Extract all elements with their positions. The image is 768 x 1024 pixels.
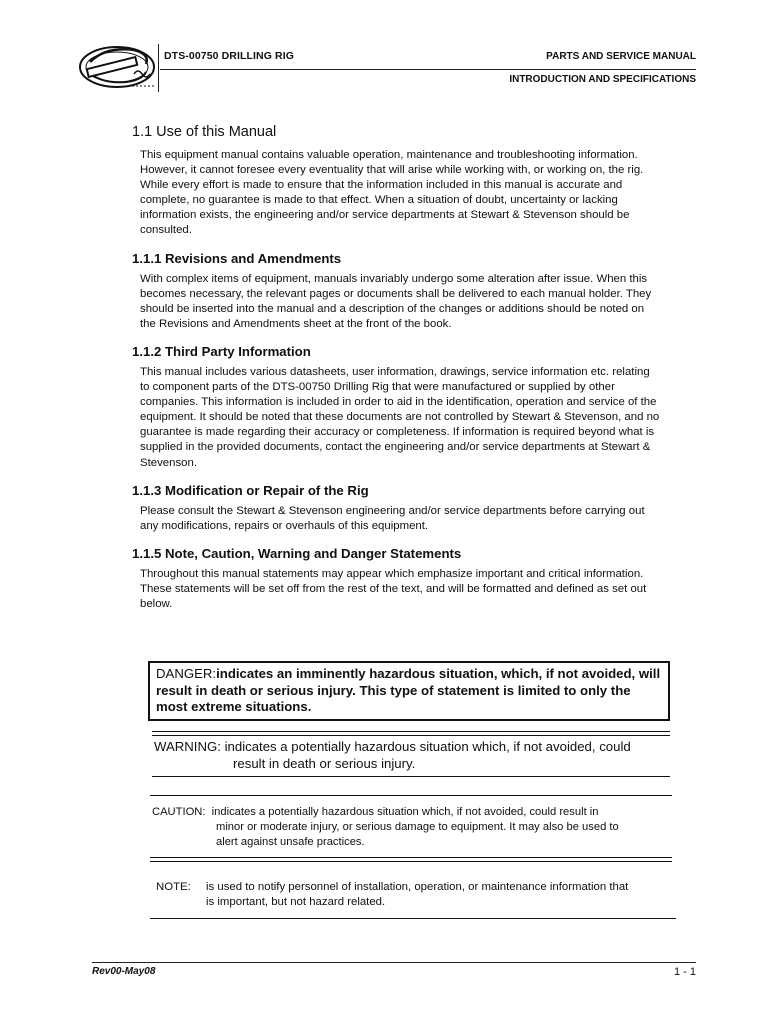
caution-label: CAUTION: (152, 806, 206, 818)
page-number: 1 - 1 (673, 966, 696, 978)
section-third-party (132, 344, 662, 471)
caution-text-line2: minor or moderate injury, or serious damage to equipment. It may also be used to (216, 821, 619, 834)
note-text-line2: is important, but not hazard related. (206, 896, 386, 909)
main-content (132, 124, 662, 624)
note-text-line1: is used to notify personnel of installation, operation, or maintenance information that (206, 881, 629, 893)
warning-text-line1: indicates a potentially hazardous situation which, if not avoided, could (224, 739, 631, 754)
section-heading: 1.1.1 Revisions and Amendments (132, 250, 342, 266)
header-divider-vertical (158, 44, 159, 92)
caution-statement (152, 805, 672, 851)
section-heading: 1.1.5 Note, Caution, Warning and Danger Statements (132, 545, 462, 561)
caution-top-rule (150, 795, 672, 796)
caution-text-line1: indicates a potentially hazardous situation which, if not avoided, could result in (211, 806, 599, 818)
revision-label: Rev00-May08 (92, 966, 156, 977)
warning-top-rule (152, 731, 670, 736)
warning-text-line2: result in death or serious injury. (233, 756, 416, 771)
caution-bottom-rule (150, 857, 672, 862)
danger-text: indicates an imminently hazardous situation, which, if not avoided, will result in death or serious injury. This type of statement is limited to only the most extreme situations. (156, 666, 661, 714)
warning-bottom-rule (152, 776, 670, 777)
section-revisions (132, 251, 662, 332)
document-title: DTS-00750 DRILLING RIG (164, 50, 294, 62)
header-rule (160, 69, 696, 70)
note-label: NOTE: (156, 881, 191, 893)
warning-statement (154, 738, 668, 772)
manual-title: PARTS AND SERVICE MANUAL (546, 51, 696, 62)
section-body: With complex items of equipment, manuals invariably undergo some alteration after issue. When this becomes necessary, the relevant pages or documents shall be delivered to each manual holder. They should be inserted into the manual and a description of the changes or additions should be noted on the Revisions and Amendments sheet at the front of the book. (140, 272, 652, 330)
section-heading: 1.1.3 Modification or Repair of the Rig (132, 482, 369, 498)
section-body: This manual includes various datasheets, user information, drawings, service information etc. relating to component parts of the DTS-00750 Drilling Rig that were manufactured or supplied by other companies. This information is included in order to aid in the identification, operation and service of the equipment. It should be noted that these documents are not controlled by Stewart & Stevenson, and no guarantee is made regarding their accuracy or completeness. If information is required beyond what is supplied in the provided documents, contact the engineering and/or service departments at Stewart & Stevenson. (140, 365, 660, 469)
section-title: INTRODUCTION AND SPECIFICATIONS (509, 74, 696, 85)
footer-rule (92, 962, 696, 963)
warning-label: WARNING: (154, 739, 221, 754)
danger-statement (148, 661, 670, 721)
caution-text-line3: alert against unsafe practices. (216, 836, 365, 849)
section-statements (132, 546, 662, 612)
note-bottom-rule (150, 918, 676, 919)
section-heading: 1.1 Use of this Manual (132, 124, 277, 140)
company-logo (76, 40, 158, 94)
section-body: This equipment manual contains valuable operation, maintenance and troubleshooting information. However, it cannot foresee every eventuality that will arise while working with, or working on, the rig. While every effort is made to ensure that the information included in this manual is accurate and complete, no guarantee is made to that effect. When a situation of doubt, uncertainty or lacking information exists, the engineering and/or service departments at Stewart & Stevenson should be consulted. (140, 149, 644, 237)
danger-label: DANGER: (156, 666, 217, 681)
note-statement (156, 880, 676, 910)
section-body: Throughout this manual statements may appear which emphasize important and critical information. These statements will be set off from the rest of the text, and will be formatted and defined as set out below. (140, 567, 647, 610)
section-body: Please consult the Stewart & Stevenson engineering and/or service departments before carrying out any modifications, repairs or overhauls of this equipment. (140, 504, 645, 532)
section-use-of-manual (132, 124, 662, 239)
section-modification (132, 483, 662, 534)
section-heading: 1.1.2 Third Party Information (132, 343, 311, 359)
